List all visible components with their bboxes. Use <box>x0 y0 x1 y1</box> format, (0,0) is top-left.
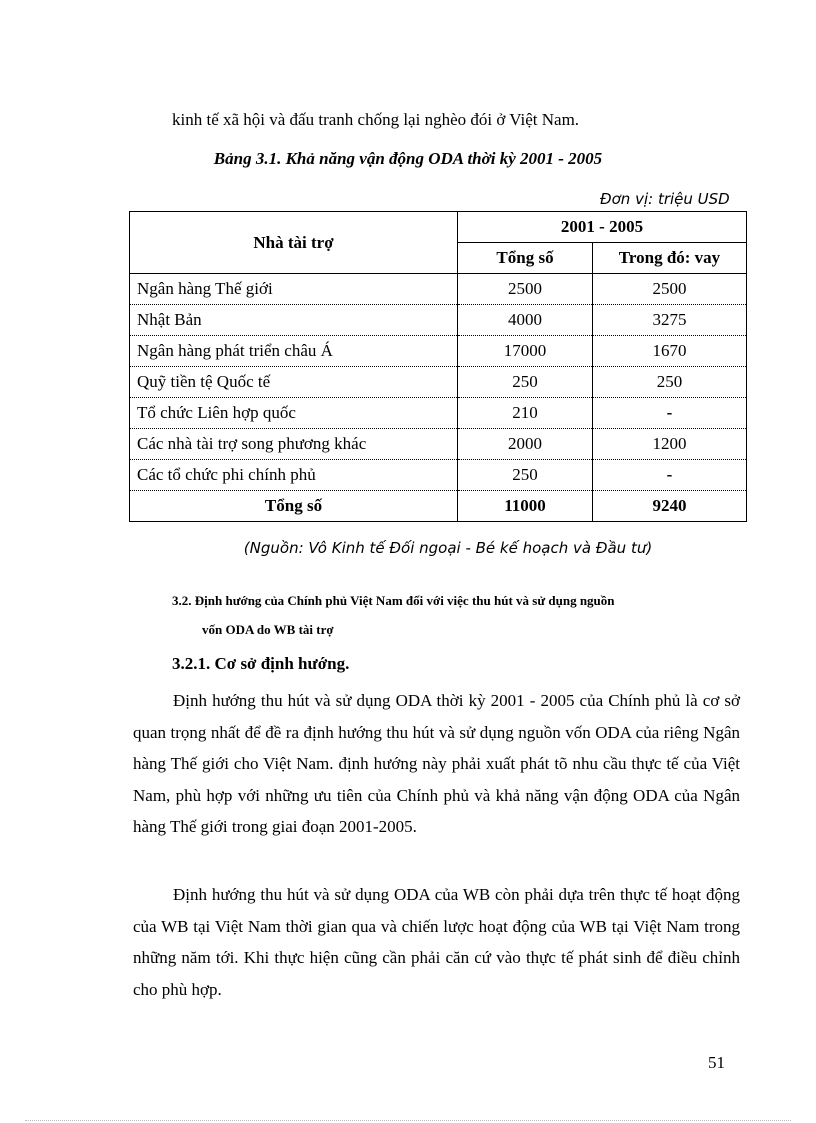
donor-cell: Ngân hàng Thế giới <box>130 274 458 305</box>
table-row <box>130 460 747 491</box>
table-row <box>130 429 747 460</box>
table-row <box>130 274 747 305</box>
section-heading-3-2-line2: vốn ODA do WB tài trợ <box>202 622 334 637</box>
total-cell: 2500 <box>458 274 593 305</box>
section-heading-3-2-line1: 3.2. Định hướng của Chính phủ Việt Nam đối với việc thu hút và sử dụng nguồn <box>172 593 615 608</box>
header-period: 2001 - 2005 <box>458 212 747 243</box>
paragraph-1: Định hướng thu hút và sử dụng ODA thời kỳ 2001 - 2005 của Chính phủ là cơ sở quan trọng nhất để đề ra định hướng thu hút và sử dụng nguồn vốn ODA của riêng Ngân hàng Thế giới cho Việt Nam. định hướng này phải xuất phát tõ nhu cầu thực tế của Việt Nam, phù hợp với những ưu tiên của Chính phủ và khả năng vận động ODA của Ngân hàng Thế giới trong giai đoạn 2001-2005. <box>133 691 740 836</box>
total-cell: 2000 <box>458 429 593 460</box>
section-heading-3-2 <box>172 586 737 644</box>
header-loan: Trong đó: vay <box>593 243 747 274</box>
donor-cell: Quỹ tiền tệ Quốc tế <box>130 367 458 398</box>
donor-cell: Nhật Bản <box>130 305 458 336</box>
footer-divider <box>25 1120 791 1121</box>
table-unit: Đơn vị: triệu USD <box>600 190 730 208</box>
total-label: Tổng số <box>130 491 458 522</box>
donor-cell: Các tổ chức phi chính phủ <box>130 460 458 491</box>
total-cell: 250 <box>458 460 593 491</box>
table-total-row <box>130 491 747 522</box>
page-number: 51 <box>708 1053 725 1072</box>
table-caption: Bảng 3.1. Khả năng vận động ODA thời kỳ 2001 - 2005 <box>213 149 603 168</box>
section-heading-3-2-1: 3.2.1. Cơ sở định hướng. <box>172 654 350 673</box>
loan-cell: 3275 <box>593 305 747 336</box>
table-row <box>130 367 747 398</box>
total-cell: 250 <box>458 367 593 398</box>
total-cell: 17000 <box>458 336 593 367</box>
table-row <box>130 305 747 336</box>
total-loan: 9240 <box>593 491 747 522</box>
table-row <box>130 336 747 367</box>
loan-cell: 250 <box>593 367 747 398</box>
total-cell: 4000 <box>458 305 593 336</box>
loan-cell: - <box>593 398 747 429</box>
header-donor: Nhà tài trợ <box>130 212 458 274</box>
loan-cell: 2500 <box>593 274 747 305</box>
total-value: 11000 <box>458 491 593 522</box>
total-cell: 210 <box>458 398 593 429</box>
donor-cell: Ngân hàng phát triển châu Á <box>130 336 458 367</box>
header-total: Tổng số <box>458 243 593 274</box>
oda-table <box>129 211 747 522</box>
loan-cell: - <box>593 460 747 491</box>
donor-cell: Các nhà tài trợ song phương khác <box>130 429 458 460</box>
table-source: (Nguồn: Vô Kinh tế Đối ngoại - Bé kế hoạch và Đầu tư) <box>243 539 653 557</box>
loan-cell: 1670 <box>593 336 747 367</box>
table-row <box>130 398 747 429</box>
loan-cell: 1200 <box>593 429 747 460</box>
intro-line: kinh tế xã hội và đấu tranh chống lại nghèo đói ở Việt Nam. <box>172 110 580 129</box>
donor-cell: Tổ chức Liên hợp quốc <box>130 398 458 429</box>
paragraph-2: Định hướng thu hút và sử dụng ODA của WB còn phải dựa trên thực tế hoạt động của WB tại Việt Nam thời gian qua và chiến lược hoạt động của WB tại Việt Nam trong những năm tới. Khi thực hiện cũng cần phải căn cứ vào thực tế phát sinh để điều chỉnh cho phù hợp. <box>133 885 740 999</box>
